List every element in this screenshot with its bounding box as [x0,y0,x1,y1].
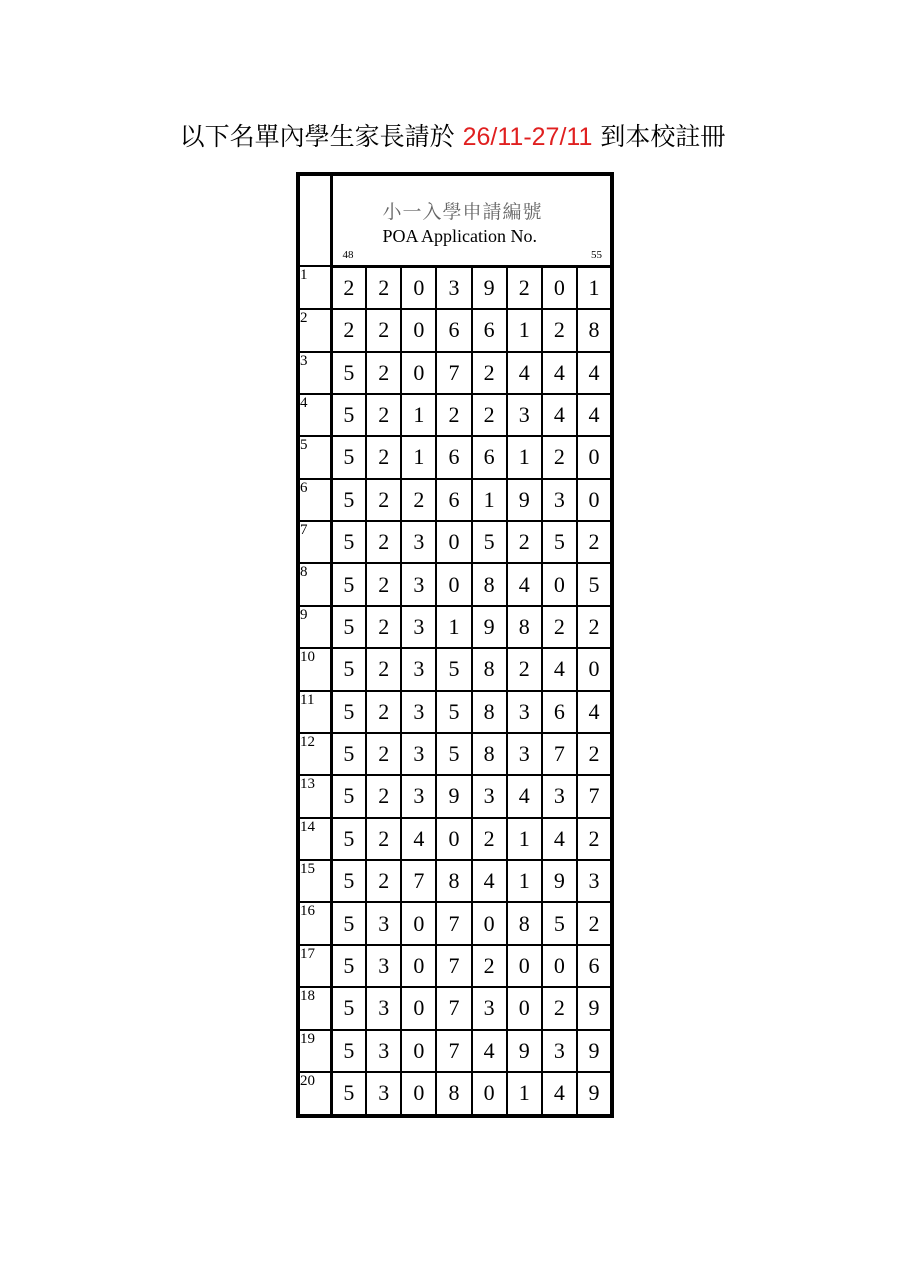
application-digit: 6 [577,945,612,987]
application-digit: 2 [366,775,401,817]
application-digit: 3 [366,987,401,1029]
header-index-cell [298,174,331,266]
application-digit: 4 [577,691,612,733]
application-digit: 2 [366,436,401,478]
application-digit: 2 [331,309,366,351]
row-index: 13 [298,775,331,817]
application-digit: 3 [401,606,436,648]
application-digit: 4 [542,394,577,436]
application-digit: 0 [436,563,471,605]
header-title-cell [331,174,612,266]
application-digit: 6 [472,436,507,478]
application-digit: 3 [366,1030,401,1072]
application-digit: 0 [401,352,436,394]
application-digit: 2 [472,394,507,436]
application-digit: 5 [331,606,366,648]
application-digit: 1 [507,1072,542,1116]
row-index: 14 [298,818,331,860]
application-digit: 4 [577,394,612,436]
application-digit: 3 [401,775,436,817]
application-digit: 5 [331,945,366,987]
table-row [298,394,612,436]
table-row [298,733,612,775]
application-digit: 0 [507,987,542,1029]
application-digit: 4 [507,775,542,817]
application-digit: 3 [472,775,507,817]
row-index: 15 [298,860,331,902]
row-index: 10 [298,648,331,690]
page-heading [0,117,905,153]
application-digit: 5 [331,987,366,1029]
table-row [298,860,612,902]
application-digit: 7 [436,902,471,944]
application-digit: 0 [401,309,436,351]
header-title-en: POA Application No. [382,226,538,246]
application-digit: 8 [436,1072,471,1116]
application-digit: 5 [331,902,366,944]
application-digit: 3 [507,733,542,775]
application-digit: 1 [401,436,436,478]
application-digit: 1 [507,309,542,351]
application-digit: 9 [436,775,471,817]
row-index: 3 [298,352,331,394]
application-number-table [296,172,614,1118]
application-digit: 4 [507,352,542,394]
application-digit: 2 [366,521,401,563]
application-digit: 9 [507,1030,542,1072]
row-index: 12 [298,733,331,775]
application-digit: 8 [472,648,507,690]
application-digit: 1 [472,479,507,521]
application-digit: 2 [366,691,401,733]
application-digit: 4 [542,352,577,394]
application-digit: 9 [472,606,507,648]
header-range-start: 48 [342,248,354,261]
application-digit: 2 [542,309,577,351]
application-digit: 2 [472,945,507,987]
application-digit: 0 [542,266,577,309]
application-digit: 8 [577,309,612,351]
row-index: 9 [298,606,331,648]
application-digit: 5 [331,860,366,902]
table-row [298,352,612,394]
table-row [298,902,612,944]
application-digit: 2 [577,818,612,860]
application-digit: 7 [577,775,612,817]
table-row [298,266,612,309]
application-digit: 2 [366,266,401,309]
row-index: 6 [298,479,331,521]
application-digit: 5 [331,648,366,690]
application-digit: 3 [472,987,507,1029]
table-row [298,945,612,987]
application-digit: 2 [542,987,577,1029]
application-digit: 0 [401,266,436,309]
table-row [298,521,612,563]
application-digit: 2 [542,606,577,648]
application-digit: 7 [436,945,471,987]
application-digit: 4 [472,1030,507,1072]
application-digit: 7 [436,352,471,394]
application-digit: 0 [507,945,542,987]
application-digit: 2 [366,309,401,351]
heading-suffix: 到本校註冊 [600,122,726,151]
application-digit: 2 [472,818,507,860]
application-digit: 9 [577,1072,612,1116]
application-digit: 2 [366,563,401,605]
table-row [298,606,612,648]
application-digit: 5 [331,691,366,733]
application-digit: 2 [366,479,401,521]
table-row [298,775,612,817]
application-digit: 5 [436,733,471,775]
application-digit: 8 [472,733,507,775]
application-digit: 8 [472,691,507,733]
application-digit: 3 [366,902,401,944]
row-index: 1 [298,266,331,309]
application-digit: 3 [401,521,436,563]
table-row [298,1072,612,1116]
application-digit: 3 [401,733,436,775]
application-digit: 0 [401,945,436,987]
row-index: 2 [298,309,331,351]
table-row [298,648,612,690]
application-digit: 5 [331,563,366,605]
row-index: 16 [298,902,331,944]
heading-prefix: 以下名單內學生家長請於 [179,122,455,151]
application-digit: 0 [577,479,612,521]
application-digit: 0 [436,818,471,860]
application-digit: 2 [577,902,612,944]
application-digit: 2 [507,521,542,563]
application-digit: 1 [577,266,612,309]
application-digit: 9 [472,266,507,309]
application-digit: 3 [577,860,612,902]
application-digit: 5 [577,563,612,605]
application-digit: 2 [542,436,577,478]
application-digit: 2 [366,352,401,394]
application-digit: 5 [331,436,366,478]
application-digit: 4 [542,648,577,690]
application-digit: 1 [507,818,542,860]
registration-dates: 26/11-27/11 [462,123,593,151]
application-digit: 5 [331,394,366,436]
application-digit: 2 [577,606,612,648]
application-digit: 9 [577,1030,612,1072]
application-digit: 6 [542,691,577,733]
header-title-zh: 小一入學申請編號 [382,201,543,223]
application-digit: 5 [436,691,471,733]
application-digit: 7 [542,733,577,775]
application-digit: 9 [577,987,612,1029]
application-digit: 3 [507,394,542,436]
row-index: 4 [298,394,331,436]
table-row [298,436,612,478]
application-digit: 3 [401,691,436,733]
application-digit: 5 [331,1030,366,1072]
table-row [298,309,612,351]
table-row [298,691,612,733]
application-digit: 1 [507,860,542,902]
application-digit: 5 [331,1072,366,1116]
application-digit: 4 [542,1072,577,1116]
row-index: 20 [298,1072,331,1116]
application-digit: 8 [507,902,542,944]
application-digit: 0 [401,1072,436,1116]
table-body [298,174,612,1116]
row-index: 7 [298,521,331,563]
application-digit: 2 [331,266,366,309]
table-row [298,987,612,1029]
application-digit: 3 [401,563,436,605]
application-digit: 1 [401,394,436,436]
application-digit: 0 [577,436,612,478]
application-digit: 4 [542,818,577,860]
application-digit: 2 [436,394,471,436]
application-digit: 0 [401,902,436,944]
application-digit: 2 [577,521,612,563]
application-digit: 0 [401,1030,436,1072]
application-digit: 5 [436,648,471,690]
application-digit: 5 [331,352,366,394]
application-digit: 5 [331,479,366,521]
row-index: 11 [298,691,331,733]
application-digit: 5 [331,521,366,563]
application-digit: 5 [331,733,366,775]
application-digit: 4 [507,563,542,605]
application-digit: 9 [542,860,577,902]
table-row [298,563,612,605]
row-index: 8 [298,563,331,605]
row-index: 17 [298,945,331,987]
application-digit: 3 [366,1072,401,1116]
application-digit: 2 [401,479,436,521]
application-digit: 2 [366,818,401,860]
application-digit: 7 [401,860,436,902]
application-digit: 6 [436,436,471,478]
application-digit: 5 [472,521,507,563]
application-digit: 9 [507,479,542,521]
application-digit: 6 [472,309,507,351]
application-digit: 8 [507,606,542,648]
application-digit: 5 [542,521,577,563]
application-digit: 0 [472,902,507,944]
application-digit: 2 [472,352,507,394]
application-digit: 2 [366,394,401,436]
application-digit: 0 [577,648,612,690]
application-digit: 3 [366,945,401,987]
application-digit: 3 [542,479,577,521]
application-digit: 6 [436,479,471,521]
application-digit: 2 [366,860,401,902]
application-digit: 8 [472,563,507,605]
header-range-end: 55 [591,248,602,261]
row-index: 5 [298,436,331,478]
application-digit: 3 [542,1030,577,1072]
application-digit: 3 [401,648,436,690]
application-digit: 1 [507,436,542,478]
table-row [298,1030,612,1072]
application-digit: 4 [472,860,507,902]
application-digit: 3 [542,775,577,817]
application-digit: 2 [577,733,612,775]
application-digit: 6 [436,309,471,351]
application-digit: 8 [436,860,471,902]
application-digit: 7 [436,987,471,1029]
application-digit: 2 [507,266,542,309]
table-row [298,479,612,521]
table-header-row [298,174,612,266]
row-index: 19 [298,1030,331,1072]
application-digit: 2 [366,733,401,775]
application-digit: 0 [401,987,436,1029]
table-row [298,818,612,860]
application-digit: 5 [331,775,366,817]
application-digit: 4 [577,352,612,394]
application-digit: 4 [401,818,436,860]
application-digit: 2 [366,606,401,648]
application-digit: 2 [507,648,542,690]
application-digit: 0 [542,945,577,987]
application-digit: 0 [472,1072,507,1116]
application-digit: 3 [436,266,471,309]
application-digit: 5 [331,818,366,860]
application-digit: 0 [542,563,577,605]
application-digit: 7 [436,1030,471,1072]
application-digit: 5 [542,902,577,944]
row-index: 18 [298,987,331,1029]
application-digit: 3 [507,691,542,733]
application-digit: 2 [366,648,401,690]
application-digit: 1 [436,606,471,648]
application-digit: 0 [436,521,471,563]
